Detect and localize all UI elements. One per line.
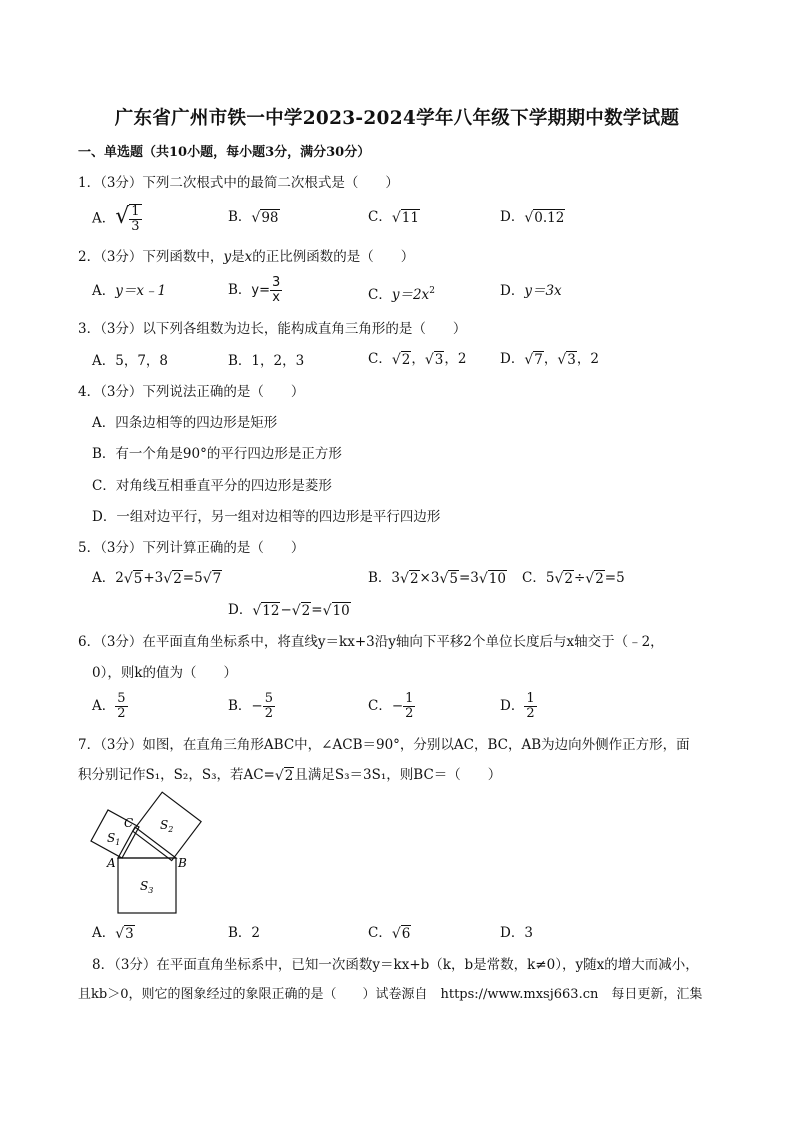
q7-stem-part: 且满足S₃＝3S₁，则BC＝（ ） (294, 767, 502, 783)
q1-d-radicand: 0.12 (534, 209, 565, 226)
q2-option-c-expr: y＝2x (391, 287, 430, 303)
sqrt-icon: √ (557, 351, 567, 368)
sqrt-icon: √ (163, 570, 173, 587)
q3-option-c-label: C． (368, 351, 392, 367)
q6-option-a-label: A． (92, 698, 116, 714)
q5-radicand: 2 (409, 570, 419, 587)
q5-option-b-label: B． (368, 570, 392, 586)
q1-option-a (92, 204, 142, 234)
q2-option-b-label: B． (228, 282, 252, 298)
question-7-stem-line2 (78, 766, 501, 785)
q5-option-c-label: C． (522, 570, 546, 586)
sqrt-icon: √ (322, 602, 332, 619)
q5-radicand: 5 (133, 570, 143, 587)
q1-a-numerator: 1 (131, 204, 140, 219)
q3-option-d: D．√7，√3，2 (500, 351, 599, 368)
q3-c-radicand-1: 2 (401, 351, 411, 368)
question-3-stem: 3．（3分）以下列各组数为边长，能构成直角三角形的是（ ） (78, 321, 467, 337)
q5-option-c: C．5√2÷√2=5 (522, 570, 625, 587)
sqrt-icon: √ (478, 570, 488, 587)
q5-radicand: 7 (212, 570, 222, 587)
q2-var-x: x (244, 249, 253, 265)
question-8-stem-line1: 8．（3分）在平面直角坐标系中，已知一次函数y＝kx+b（k，b是常数，k≠0），y随x的增大而减小， (92, 957, 699, 973)
question-6-stem-line2: 0），则k的值为（ ） (92, 665, 238, 681)
q5-option-a-label: A． (92, 570, 116, 586)
q5-operator: + (143, 570, 155, 586)
q5-option-a: A．2√5+3√2=5√7 (92, 570, 222, 587)
q2-stem-part: 是 (231, 249, 245, 265)
q5-radicand: 5 (449, 570, 458, 587)
q5-radicand: 10 (332, 602, 350, 619)
sqrt-icon: √ (202, 570, 212, 587)
q2-option-a-label: A． (92, 283, 116, 299)
q2-stem-part: 2．（3分）下列函数中， (78, 249, 224, 265)
q1-b-radicand: 98 (261, 209, 279, 226)
q4-option-d: D．一组对边平行，另一组对边相等的四边形是平行四边形 (92, 509, 441, 525)
sqrt-icon: √ (524, 209, 534, 226)
q3-option-c: C．√2，√3，2 (368, 351, 467, 368)
q1-option-c-label: C． (368, 209, 392, 225)
label-s2: $S_2$ (160, 818, 174, 834)
q3-option-d-label: D． (500, 351, 525, 367)
q5-operator: = (311, 602, 323, 618)
q5-operator: = (182, 570, 195, 586)
q3-c-radicand-2: 3 (434, 351, 444, 368)
q6-b-sign: − (251, 698, 263, 714)
q6-option-c (368, 692, 415, 721)
q3-d-radicand-1: 7 (534, 351, 543, 368)
q7-a-radicand: 3 (125, 925, 134, 942)
q2-option-b-prefix: y= (251, 283, 271, 298)
q6-c-denominator: 2 (405, 706, 414, 721)
sqrt-icon: √ (274, 767, 284, 784)
q3-c-third: 2 (457, 351, 467, 367)
q5-option-d-label: D． (228, 602, 253, 618)
q3-d-third: 2 (590, 351, 599, 367)
q5-option-d (228, 601, 351, 620)
q1-option-b (228, 208, 280, 227)
sqrt-icon: √ (424, 351, 434, 368)
page-title: 广东省广州市铁一中学2023-2024学年八年级下学期期中数学试题 (114, 108, 680, 129)
sqrt-icon: √ (391, 209, 401, 226)
q5-radicand: 2 (173, 570, 182, 587)
q1-option-d (500, 208, 565, 227)
q7-option-a-label: A． (92, 925, 116, 941)
q6-d-numerator: 1 (526, 691, 535, 706)
question-4-stem: 4．（3分）下列说法正确的是（ ） (78, 384, 305, 400)
question-8-stem-line2: 且kb＞0，则它的图象经过的象限正确的是（ ）试卷源自 https://www.mxsj663.cn 每日更新，汇集 (78, 987, 703, 1002)
label-s1: $S_1$ (107, 831, 121, 847)
q7-option-a (92, 924, 135, 943)
q4-option-a: A．四条边相等的四边形是矩形 (92, 415, 278, 431)
q2-option-d (500, 282, 562, 300)
q1-option-d-label: D． (500, 209, 525, 225)
q2-b-numerator: 3 (272, 275, 281, 290)
q5-operator: = (604, 570, 617, 586)
sqrt-icon: √ (585, 570, 595, 587)
q1-c-radicand: 11 (401, 209, 419, 226)
q5-operator: − (280, 602, 292, 618)
label-a: A (107, 856, 116, 870)
q6-c-sign: − (391, 698, 404, 714)
section-heading: 一、单选题（共10小题，每小题3分，满分30分） (78, 145, 371, 160)
q3-d-radicand-2: 3 (567, 351, 576, 368)
q7-option-c-label: C． (368, 925, 392, 941)
q6-d-denominator: 2 (526, 706, 535, 721)
q5-radicand: 10 (488, 570, 506, 587)
sqrt-icon: √ (391, 351, 401, 368)
q6-b-numerator: 5 (264, 691, 274, 706)
label-s3: $S_3$ (140, 879, 154, 895)
q2-option-c-label: C． (368, 287, 392, 303)
question-1-stem: 1．（3分）下列二次根式中的最简二次根式是（ ） (78, 175, 399, 191)
q1-option-b-label: B． (228, 209, 252, 225)
q6-option-c-label: C． (368, 698, 392, 714)
sqrt-icon: √ (391, 925, 401, 942)
label-c: C (124, 816, 134, 830)
q6-option-b (228, 692, 275, 721)
sqrt-icon: √ $\frac{1}{3}$ (115, 203, 140, 234)
q2-option-a-expr: y＝x﹣1 (115, 283, 167, 299)
question-2-stem (78, 248, 414, 266)
q1-a-denominator: 3 (131, 219, 140, 234)
squares-figure (90, 790, 220, 915)
q7-radicand: 2 (284, 767, 294, 784)
q5-option-b: B．3√2×3√5=3√10 (368, 570, 506, 587)
q6-a-numerator: 5 (117, 691, 126, 706)
q2-var-y: y (223, 249, 232, 265)
q4-option-b: B．有一个角是90°的平行四边形是正方形 (92, 446, 342, 462)
q6-option-b-label: B． (228, 698, 252, 714)
q1-option-a-label: A． (92, 210, 116, 227)
question-7-stem-line1: 7．（3分）如图，在直角三角形ABC中，∠ACB＝90°，分别以AC，BC，AB为边向外侧作正方形，面 (78, 737, 690, 753)
q6-option-d-label: D． (500, 698, 525, 714)
sqrt-icon: √ (400, 570, 409, 587)
question-5-stem: 5．（3分）下列计算正确的是（ ） (78, 540, 305, 556)
q7-c-radicand: 6 (401, 925, 411, 942)
q5-radicand: 2 (564, 570, 573, 587)
q7-option-d: D．3 (500, 925, 533, 941)
q2-option-c (368, 282, 435, 304)
q5-radicand: 2 (301, 602, 311, 619)
sqrt-icon: √ (524, 351, 534, 368)
q5-radicand: 12 (262, 602, 280, 619)
q7-option-c (368, 924, 411, 943)
q2-stem-part: 的正比例函数的是（ ） (252, 249, 415, 265)
q1-option-c (368, 208, 420, 227)
q5-operator: × (419, 570, 431, 586)
q6-b-denominator: 2 (264, 706, 274, 721)
q2-option-c-exponent: 2 (429, 286, 435, 296)
sqrt-icon: √ (252, 602, 262, 619)
q5-radicand: 2 (595, 570, 604, 587)
q2-option-b (228, 276, 282, 305)
q7-stem-part: 积分别记作S₁，S₂，S₃，若AC= (78, 767, 275, 783)
q6-option-a (92, 692, 128, 721)
q3-option-b: B．1，2，3 (228, 353, 305, 369)
q6-c-numerator: 1 (405, 691, 414, 706)
label-b: B (178, 856, 187, 870)
q2-b-denominator: x (272, 290, 280, 305)
sqrt-icon: √ (123, 570, 133, 587)
q6-a-denominator: 2 (117, 706, 126, 721)
sqrt-icon: √ (554, 570, 564, 587)
q2-option-d-label: D． (500, 283, 525, 299)
q3-option-a: A．5，7，8 (92, 353, 169, 369)
q6-option-d (500, 692, 537, 721)
q2-option-d-expr: y＝3x (524, 283, 562, 299)
sqrt-icon: √ (291, 602, 301, 619)
sqrt-icon: √ (251, 209, 261, 226)
q2-option-a (92, 282, 166, 300)
sqrt-icon: √ (115, 925, 125, 942)
q5-operator: ÷ (573, 570, 586, 586)
q4-option-c: C．对角线互相垂直平分的四边形是菱形 (92, 478, 332, 494)
sqrt-icon: √ (439, 570, 449, 587)
question-6-stem-line1: 6．（3分）在平面直角坐标系中，将直线y＝kx+3沿y轴向下平移2个单位长度后与x轴交于（﹣2， (78, 634, 664, 650)
q5-operator: = (458, 570, 471, 586)
q7-option-b: B．2 (228, 925, 261, 941)
